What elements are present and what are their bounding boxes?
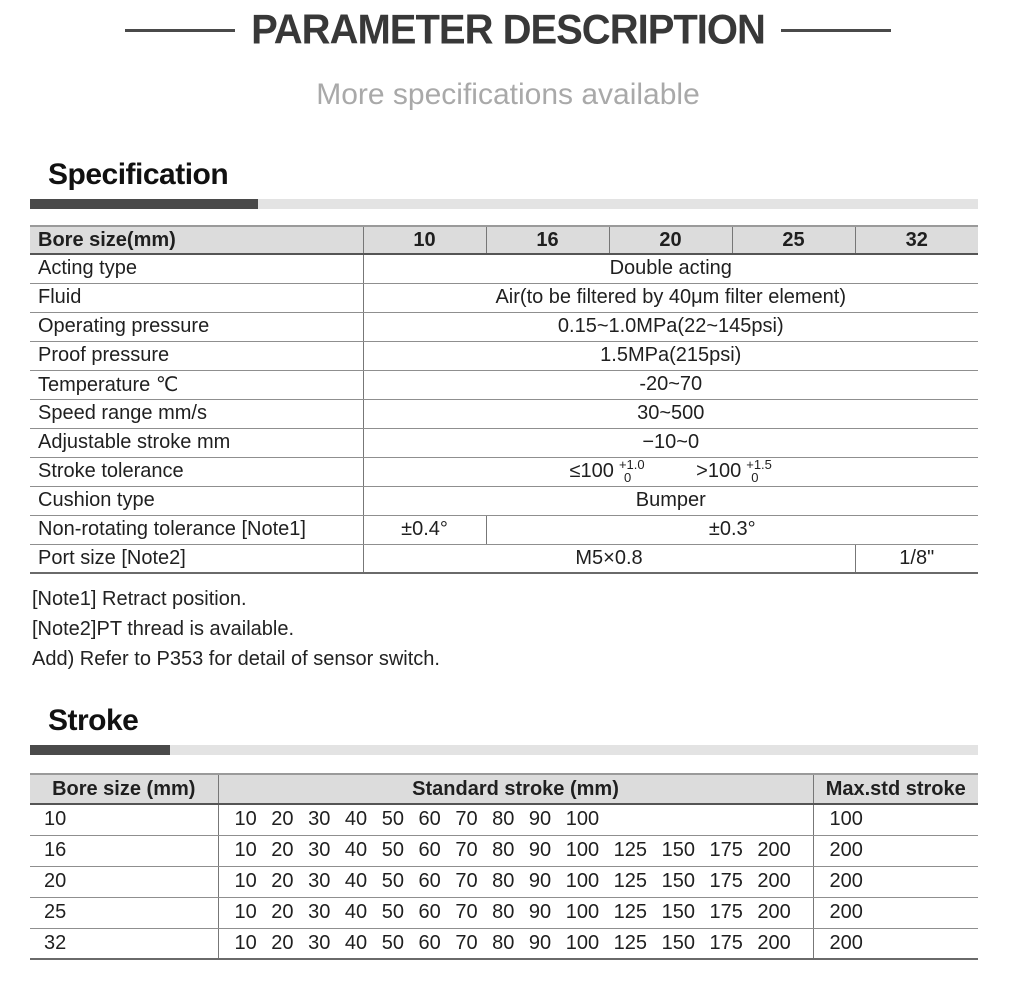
tolerance-gt-group [696, 459, 772, 485]
stroke-row-standard: 10 20 30 40 50 60 70 80 90 100 125 150 175 200 [218, 866, 813, 897]
stroke-header-standard: Standard stroke (mm) [218, 774, 813, 804]
page-subtitle: More specifications available [316, 78, 700, 111]
spec-row-value: Double acting [363, 254, 978, 283]
spec-row-label: Stroke tolerance [30, 457, 363, 486]
stroke-row-bore: 10 [30, 804, 218, 835]
stroke-table [30, 773, 978, 960]
stroke-heading-bar-dark [30, 745, 170, 755]
spec-row-value: 30~500 [363, 399, 978, 428]
table-row [30, 866, 978, 897]
stroke-row-bore: 20 [30, 866, 218, 897]
table-row [30, 897, 978, 928]
spec-row-label: Adjustable stroke mm [30, 428, 363, 457]
stroke-row-standard: 10 20 30 40 50 60 70 80 90 100 125 150 175 200 [218, 835, 813, 866]
stroke-row-bore: 25 [30, 897, 218, 928]
stroke-header-row [30, 774, 978, 804]
tolerance-le-text: ≤100 [569, 460, 614, 482]
stroke-row-max: 100 [813, 804, 978, 835]
tolerance-gt-sup: +1.5 [746, 457, 772, 472]
spec-header-col-16: 16 [486, 226, 609, 254]
spec-row-label: Cushion type [30, 486, 363, 515]
spec-row-label: Speed range mm/s [30, 399, 363, 428]
stroke-row-bore: 32 [30, 928, 218, 959]
note-1: [Note1] Retract position. [32, 588, 247, 610]
tolerance-gt-sub: 0 [751, 469, 759, 485]
stroke-row-max: 200 [813, 835, 978, 866]
stroke-row-max: 200 [813, 897, 978, 928]
spec-header-col-20: 20 [609, 226, 732, 254]
tolerance-le-sub: 0 [623, 469, 632, 485]
table-row-port-size [30, 544, 978, 573]
spec-row-value-bore16-32: ±0.3° [486, 515, 978, 544]
stroke-heading-bar [30, 745, 978, 755]
title-right-rule [781, 29, 891, 32]
catalog-page [0, 8, 1016, 982]
spec-row-label: Temperature ℃ [30, 370, 363, 399]
stroke-header-max: Max.std stroke [813, 774, 978, 804]
title-left-rule [125, 29, 235, 32]
table-row [30, 341, 978, 370]
tolerance-le-sup: +1.0 [618, 457, 645, 472]
stroke-row-standard: 10 20 30 40 50 60 70 80 90 100 [218, 804, 813, 835]
spec-row-label: Port size [Note2] [30, 544, 363, 573]
spec-row-label: Proof pressure [30, 341, 363, 370]
spec-header-row [30, 226, 978, 254]
spec-row-label: Acting type [30, 254, 363, 283]
table-row [30, 312, 978, 341]
spec-header-col-32: 32 [855, 226, 978, 254]
spec-row-value-bore10-25: M5×0.8 [363, 544, 855, 573]
stroke-row-max: 200 [813, 866, 978, 897]
spec-row-value: Bumper [363, 486, 978, 515]
tolerance-le-stack [619, 458, 645, 484]
page-title-row [0, 8, 1016, 52]
specification-heading-bar [30, 199, 978, 209]
stroke-heading: Stroke [48, 704, 139, 737]
spec-row-value: Air(to be filtered by 40μm filter element) [363, 283, 978, 312]
spec-header-col-25: 25 [732, 226, 855, 254]
spec-row-label: Fluid [30, 283, 363, 312]
table-row-non-rotating [30, 515, 978, 544]
stroke-row-standard: 10 20 30 40 50 60 70 80 90 100 125 150 175 200 [218, 897, 813, 928]
table-row [30, 428, 978, 457]
table-row [30, 370, 978, 399]
table-row [30, 486, 978, 515]
spec-header-col-10: 10 [363, 226, 486, 254]
spec-row-value-bore32: 1/8" [855, 544, 978, 573]
note-2: [Note2]PT thread is available. [32, 618, 295, 640]
spec-header-label: Bore size(mm) [30, 226, 363, 254]
specification-heading-bar-dark [30, 199, 258, 209]
specification-heading: Specification [48, 158, 229, 191]
stroke-row-bore: 16 [30, 835, 218, 866]
table-row-stroke-tolerance [30, 457, 978, 486]
tolerance-le-group [570, 459, 645, 485]
specification-notes [32, 584, 1016, 674]
specification-table [30, 225, 978, 574]
table-row [30, 835, 978, 866]
table-row [30, 804, 978, 835]
spec-row-value: -20~70 [363, 370, 978, 399]
table-row [30, 254, 978, 283]
stroke-header-bore: Bore size (mm) [30, 774, 218, 804]
spec-row-label: Operating pressure [30, 312, 363, 341]
spec-row-label: Non-rotating tolerance [Note1] [30, 515, 363, 544]
tolerance-gt-stack [746, 458, 772, 484]
note-add: Add) Refer to P353 for detail of sensor switch. [32, 648, 440, 670]
spec-row-value: 1.5MPa(215psi) [363, 341, 978, 370]
stroke-row-standard: 10 20 30 40 50 60 70 80 90 100 125 150 175 200 [218, 928, 813, 959]
spec-row-value: 0.15~1.0MPa(22~145psi) [363, 312, 978, 341]
spec-row-value-stroke-tolerance [363, 457, 978, 486]
table-row [30, 928, 978, 959]
spec-row-value-bore10: ±0.4° [363, 515, 486, 544]
spec-row-value: −10~0 [363, 428, 978, 457]
specification-table-wrap [0, 225, 1016, 574]
table-row [30, 283, 978, 312]
page-title: PARAMETER DESCRIPTION [251, 6, 765, 53]
tolerance-gt-text: >100 [696, 460, 742, 482]
table-row [30, 399, 978, 428]
stroke-row-max: 200 [813, 928, 978, 959]
